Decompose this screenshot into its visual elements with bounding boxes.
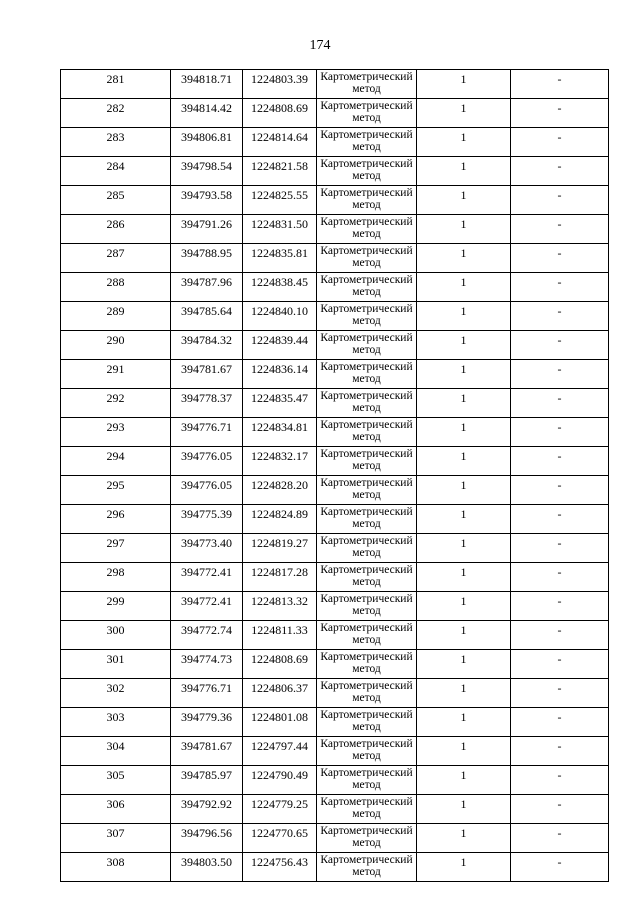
description-cell: - xyxy=(511,853,609,882)
y-coordinate-cell: 1224834.81 xyxy=(243,418,317,447)
x-coordinate-cell: 394787.96 xyxy=(171,273,243,302)
method-cell: Картометрический метод xyxy=(317,708,417,737)
method-cell: Картометрический метод xyxy=(317,476,417,505)
point-number-cell: 287 xyxy=(61,244,171,273)
table-row xyxy=(61,331,609,360)
method-cell: Картометрический метод xyxy=(317,302,417,331)
point-number-cell: 282 xyxy=(61,99,171,128)
x-coordinate-cell: 394784.32 xyxy=(171,331,243,360)
accuracy-cell: 1 xyxy=(417,99,511,128)
method-cell: Картометрический метод xyxy=(317,824,417,853)
method-cell: Картометрический метод xyxy=(317,766,417,795)
description-cell: - xyxy=(511,766,609,795)
accuracy-cell: 1 xyxy=(417,679,511,708)
point-number-cell: 302 xyxy=(61,679,171,708)
table-row xyxy=(61,679,609,708)
accuracy-cell: 1 xyxy=(417,331,511,360)
y-coordinate-cell: 1224756.43 xyxy=(243,853,317,882)
description-cell: - xyxy=(511,331,609,360)
y-coordinate-cell: 1224828.20 xyxy=(243,476,317,505)
y-coordinate-cell: 1224790.49 xyxy=(243,766,317,795)
method-cell: Картометрический метод xyxy=(317,128,417,157)
table-row xyxy=(61,563,609,592)
x-coordinate-cell: 394785.97 xyxy=(171,766,243,795)
table-row xyxy=(61,186,609,215)
description-cell: - xyxy=(511,563,609,592)
table-row xyxy=(61,476,609,505)
y-coordinate-cell: 1224806.37 xyxy=(243,679,317,708)
method-cell: Картометрический метод xyxy=(317,447,417,476)
y-coordinate-cell: 1224819.27 xyxy=(243,534,317,563)
point-number-cell: 303 xyxy=(61,708,171,737)
y-coordinate-cell: 1224779.25 xyxy=(243,795,317,824)
coordinates-table xyxy=(60,69,609,882)
table-row xyxy=(61,447,609,476)
table-row xyxy=(61,215,609,244)
accuracy-cell: 1 xyxy=(417,273,511,302)
description-cell: - xyxy=(511,650,609,679)
point-number-cell: 292 xyxy=(61,389,171,418)
description-cell: - xyxy=(511,70,609,99)
method-cell: Картометрический метод xyxy=(317,70,417,99)
y-coordinate-cell: 1224832.17 xyxy=(243,447,317,476)
accuracy-cell: 1 xyxy=(417,389,511,418)
x-coordinate-cell: 394785.64 xyxy=(171,302,243,331)
point-number-cell: 281 xyxy=(61,70,171,99)
y-coordinate-cell: 1224831.50 xyxy=(243,215,317,244)
point-number-cell: 305 xyxy=(61,766,171,795)
accuracy-cell: 1 xyxy=(417,795,511,824)
description-cell: - xyxy=(511,302,609,331)
table-row xyxy=(61,766,609,795)
x-coordinate-cell: 394792.92 xyxy=(171,795,243,824)
table-row xyxy=(61,99,609,128)
point-number-cell: 286 xyxy=(61,215,171,244)
description-cell: - xyxy=(511,621,609,650)
x-coordinate-cell: 394774.73 xyxy=(171,650,243,679)
y-coordinate-cell: 1224814.64 xyxy=(243,128,317,157)
description-cell: - xyxy=(511,215,609,244)
x-coordinate-cell: 394779.36 xyxy=(171,708,243,737)
x-coordinate-cell: 394814.42 xyxy=(171,99,243,128)
table-row xyxy=(61,853,609,882)
accuracy-cell: 1 xyxy=(417,853,511,882)
page-number: 174 xyxy=(309,38,331,53)
method-cell: Картометрический метод xyxy=(317,331,417,360)
method-cell: Картометрический метод xyxy=(317,592,417,621)
x-coordinate-cell: 394776.71 xyxy=(171,679,243,708)
accuracy-cell: 1 xyxy=(417,563,511,592)
point-number-cell: 293 xyxy=(61,418,171,447)
method-cell: Картометрический метод xyxy=(317,505,417,534)
description-cell: - xyxy=(511,128,609,157)
method-cell: Картометрический метод xyxy=(317,679,417,708)
x-coordinate-cell: 394772.41 xyxy=(171,563,243,592)
x-coordinate-cell: 394781.67 xyxy=(171,737,243,766)
y-coordinate-cell: 1224825.55 xyxy=(243,186,317,215)
point-number-cell: 289 xyxy=(61,302,171,331)
table-row xyxy=(61,302,609,331)
accuracy-cell: 1 xyxy=(417,186,511,215)
table-row xyxy=(61,157,609,186)
description-cell: - xyxy=(511,708,609,737)
point-number-cell: 284 xyxy=(61,157,171,186)
y-coordinate-cell: 1224840.10 xyxy=(243,302,317,331)
point-number-cell: 304 xyxy=(61,737,171,766)
method-cell: Картометрический метод xyxy=(317,621,417,650)
table-row xyxy=(61,708,609,737)
description-cell: - xyxy=(511,99,609,128)
method-cell: Картометрический метод xyxy=(317,244,417,273)
y-coordinate-cell: 1224824.89 xyxy=(243,505,317,534)
y-coordinate-cell: 1224811.33 xyxy=(243,621,317,650)
accuracy-cell: 1 xyxy=(417,824,511,853)
point-number-cell: 297 xyxy=(61,534,171,563)
y-coordinate-cell: 1224801.08 xyxy=(243,708,317,737)
table-row xyxy=(61,737,609,766)
accuracy-cell: 1 xyxy=(417,505,511,534)
description-cell: - xyxy=(511,534,609,563)
description-cell: - xyxy=(511,592,609,621)
x-coordinate-cell: 394818.71 xyxy=(171,70,243,99)
table-row xyxy=(61,70,609,99)
point-number-cell: 283 xyxy=(61,128,171,157)
x-coordinate-cell: 394781.67 xyxy=(171,360,243,389)
point-number-cell: 290 xyxy=(61,331,171,360)
accuracy-cell: 1 xyxy=(417,157,511,186)
x-coordinate-cell: 394776.71 xyxy=(171,418,243,447)
description-cell: - xyxy=(511,476,609,505)
method-cell: Картометрический метод xyxy=(317,186,417,215)
description-cell: - xyxy=(511,157,609,186)
y-coordinate-cell: 1224808.69 xyxy=(243,650,317,679)
point-number-cell: 300 xyxy=(61,621,171,650)
x-coordinate-cell: 394803.50 xyxy=(171,853,243,882)
x-coordinate-cell: 394776.05 xyxy=(171,476,243,505)
description-cell: - xyxy=(511,795,609,824)
accuracy-cell: 1 xyxy=(417,360,511,389)
description-cell: - xyxy=(511,389,609,418)
table-row xyxy=(61,128,609,157)
accuracy-cell: 1 xyxy=(417,476,511,505)
accuracy-cell: 1 xyxy=(417,766,511,795)
accuracy-cell: 1 xyxy=(417,70,511,99)
method-cell: Картометрический метод xyxy=(317,563,417,592)
method-cell: Картометрический метод xyxy=(317,418,417,447)
x-coordinate-cell: 394788.95 xyxy=(171,244,243,273)
x-coordinate-cell: 394793.58 xyxy=(171,186,243,215)
accuracy-cell: 1 xyxy=(417,737,511,766)
description-cell: - xyxy=(511,737,609,766)
x-coordinate-cell: 394798.54 xyxy=(171,157,243,186)
y-coordinate-cell: 1224808.69 xyxy=(243,99,317,128)
x-coordinate-cell: 394806.81 xyxy=(171,128,243,157)
point-number-cell: 296 xyxy=(61,505,171,534)
description-cell: - xyxy=(511,824,609,853)
table-row xyxy=(61,592,609,621)
x-coordinate-cell: 394772.41 xyxy=(171,592,243,621)
accuracy-cell: 1 xyxy=(417,621,511,650)
method-cell: Картометрический метод xyxy=(317,157,417,186)
y-coordinate-cell: 1224770.65 xyxy=(243,824,317,853)
table-row xyxy=(61,534,609,563)
method-cell: Картометрический метод xyxy=(317,273,417,302)
coordinates-table-body xyxy=(61,70,609,882)
accuracy-cell: 1 xyxy=(417,302,511,331)
accuracy-cell: 1 xyxy=(417,534,511,563)
accuracy-cell: 1 xyxy=(417,418,511,447)
description-cell: - xyxy=(511,360,609,389)
point-number-cell: 298 xyxy=(61,563,171,592)
table-row xyxy=(61,824,609,853)
point-number-cell: 295 xyxy=(61,476,171,505)
accuracy-cell: 1 xyxy=(417,592,511,621)
point-number-cell: 299 xyxy=(61,592,171,621)
accuracy-cell: 1 xyxy=(417,215,511,244)
y-coordinate-cell: 1224813.32 xyxy=(243,592,317,621)
x-coordinate-cell: 394776.05 xyxy=(171,447,243,476)
y-coordinate-cell: 1224821.58 xyxy=(243,157,317,186)
x-coordinate-cell: 394773.40 xyxy=(171,534,243,563)
method-cell: Картометрический метод xyxy=(317,853,417,882)
x-coordinate-cell: 394791.26 xyxy=(171,215,243,244)
table-row xyxy=(61,505,609,534)
description-cell: - xyxy=(511,186,609,215)
x-coordinate-cell: 394772.74 xyxy=(171,621,243,650)
table-row xyxy=(61,621,609,650)
method-cell: Картометрический метод xyxy=(317,795,417,824)
accuracy-cell: 1 xyxy=(417,447,511,476)
description-cell: - xyxy=(511,244,609,273)
accuracy-cell: 1 xyxy=(417,128,511,157)
method-cell: Картометрический метод xyxy=(317,389,417,418)
point-number-cell: 306 xyxy=(61,795,171,824)
method-cell: Картометрический метод xyxy=(317,534,417,563)
point-number-cell: 288 xyxy=(61,273,171,302)
y-coordinate-cell: 1224839.44 xyxy=(243,331,317,360)
table-row xyxy=(61,418,609,447)
method-cell: Картометрический метод xyxy=(317,650,417,679)
x-coordinate-cell: 394778.37 xyxy=(171,389,243,418)
table-row xyxy=(61,360,609,389)
y-coordinate-cell: 1224803.39 xyxy=(243,70,317,99)
method-cell: Картометрический метод xyxy=(317,360,417,389)
description-cell: - xyxy=(511,273,609,302)
y-coordinate-cell: 1224797.44 xyxy=(243,737,317,766)
table-row xyxy=(61,650,609,679)
accuracy-cell: 1 xyxy=(417,708,511,737)
y-coordinate-cell: 1224817.28 xyxy=(243,563,317,592)
point-number-cell: 307 xyxy=(61,824,171,853)
description-cell: - xyxy=(511,679,609,708)
method-cell: Картометрический метод xyxy=(317,737,417,766)
y-coordinate-cell: 1224835.81 xyxy=(243,244,317,273)
description-cell: - xyxy=(511,447,609,476)
point-number-cell: 294 xyxy=(61,447,171,476)
x-coordinate-cell: 394775.39 xyxy=(171,505,243,534)
table-row xyxy=(61,244,609,273)
y-coordinate-cell: 1224838.45 xyxy=(243,273,317,302)
table-row xyxy=(61,389,609,418)
y-coordinate-cell: 1224836.14 xyxy=(243,360,317,389)
point-number-cell: 285 xyxy=(61,186,171,215)
description-cell: - xyxy=(511,505,609,534)
table-row xyxy=(61,795,609,824)
x-coordinate-cell: 394796.56 xyxy=(171,824,243,853)
y-coordinate-cell: 1224835.47 xyxy=(243,389,317,418)
method-cell: Картометрический метод xyxy=(317,99,417,128)
method-cell: Картометрический метод xyxy=(317,215,417,244)
accuracy-cell: 1 xyxy=(417,244,511,273)
description-cell: - xyxy=(511,418,609,447)
point-number-cell: 308 xyxy=(61,853,171,882)
accuracy-cell: 1 xyxy=(417,650,511,679)
table-row xyxy=(61,273,609,302)
point-number-cell: 291 xyxy=(61,360,171,389)
point-number-cell: 301 xyxy=(61,650,171,679)
